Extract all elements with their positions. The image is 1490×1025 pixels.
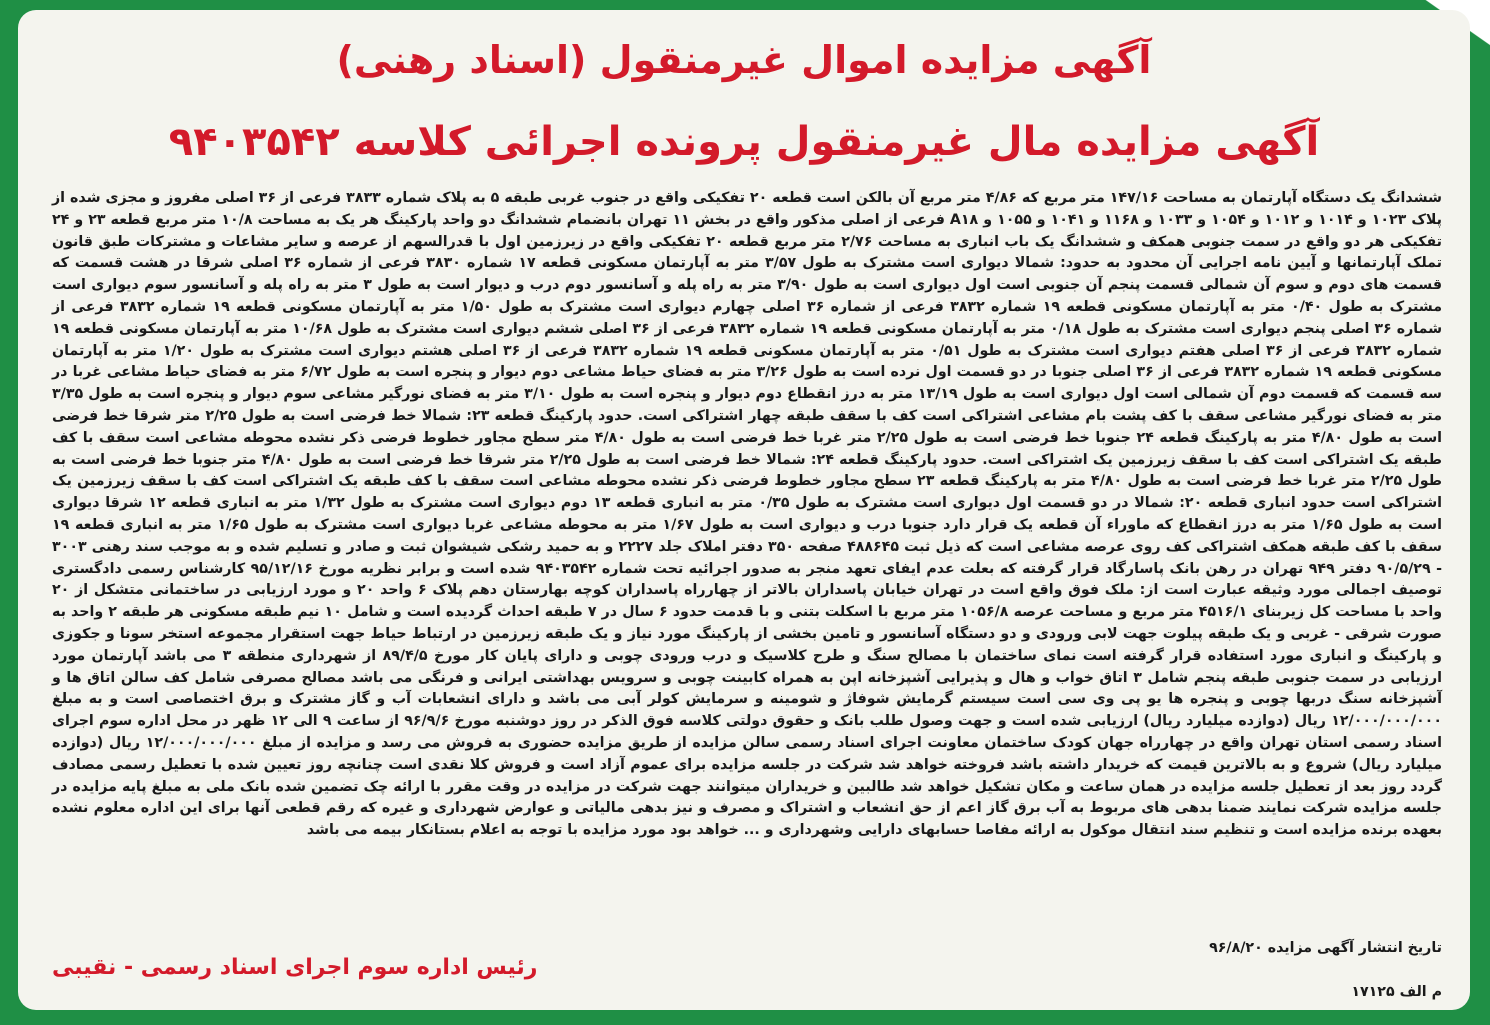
notice-paper — [18, 10, 1470, 1010]
signature-line: رئیس اداره سوم اجرای اسناد رسمی - نقیبی — [52, 955, 538, 980]
notice-subtitle: آگهی مزایده مال غیرمنقول پرونده اجرائی کلاسه ۹۴۰۳۵۴۲ — [168, 119, 1320, 165]
publish-date: تاریخ انتشار آگهی مزایده ۹۶/۸/۲۰ — [1209, 940, 1442, 956]
notice-main-title: آگهی مزایده اموال غیرمنقول (اسناد رهنی) — [336, 38, 1152, 82]
reference-number: م الف ۱۷۱۲۵ — [1351, 984, 1442, 1000]
notice-body-text: ششدانگ یک دستگاه آپارتمان به مساحت ۱۴۷/۱۶ متر مربع که ۴/۸۶ متر مربع آن بالکن است قطعه ۲۰ تفکیکی واقع در جنوب غربی طبقه ۵ به پلاک شماره ۳۸۳۳ فرعی از ۳۶ اصلی مفروز و مجزی شده از پلاک ۱۰۲۳ و ۱۰۱۴ و ۱۰۱۲ و ۱۰۵۴ و ۱۰۳۳ و ۱۱۶۸ و ۱۰۴۱ و ۱۰۵۵ و A۱۸ فرعی از اصلی مذکور واقع در بخش ۱۱ تهران بانضمام ششدانگ دو واحد پارکینگ هر یک به مساحت ۱۰/۸ متر مربع قطعه ۲۳ و ۲۴ تفکیکی هر دو واقع در سمت جنوبی همکف و ششدانگ یک باب انباری به مساحت ۲/۷۶ متر مربع قطعه ۲۰ تفکیکی واقع در زیرزمین اول با قدرالسهم از عرصه و سایر مشاعات و مشترکات طبق قانون تملک آپارتمانها و آیین نامه اجرایی آن محدود به حدود: شمالا دیواری است مشترک به طول ۳/۵۷ متر به آپارتمان مسکونی قطعه ۱۷ شماره ۳۸۳۰ فرعی از شماره ۳۶ اصلی شرقا در هشت قسمت که قسمت های دوم و سوم آن شمالی قسمت پنجم آن جنوبی است اول دیواری است به طول ۳/۹۰ متر به راه پله و آسانسور دوم درب و دیوار است به طول ۳ متر به راه پله و آسانسور سوم دیواری است مشترک به طول ۰/۴۰ متر به آپارتمان مسکونی قطعه ۱۹ شماره ۳۸۳۲ فرعی از شماره ۳۶ اصلی چهارم دیواری است مشترک به طول ۱/۵۰ متر به آپارتمان مسکونی قطعه ۱۹ شماره ۳۸۳۲ فرعی از شماره ۳۶ اصلی پنجم دیواری است مشترک به طول ۰/۱۸ متر به آپارتمان مسکونی قطعه ۱۹ شماره ۳۸۳۲ فرعی از ۳۶ اصلی ششم دیواری است مشترک به طول ۱۰/۶۸ متر به آپارتمان مسکونی قطعه ۱۹ شماره ۳۸۳۲ فرعی از ۳۶ اصلی هفتم دیواری است مشترک به طول ۰/۵۱ متر به آپارتمان مسکونی قطعه ۱۹ شماره ۳۸۳۲ فرعی از ۳۶ اصلی هشتم دیواری است مشترک به طول ۱/۲۰ متر به آپارتمان مسکونی قطعه ۱۹ شماره ۳۸۳۲ فرعی از ۳۶ اصلی جنوبا در دو قسمت اول نرده است به طول ۳/۲۶ متر به فضای حیاط مشاعی دوم دیوار و پنجره است به طول ۶/۷۲ متر به فضای حیاط مشاعی غربا در سه قسمت که قسمت دوم آن شمالی است اول دیواری است به طول ۱۳/۱۹ متر به درز انقطاع دوم دیوار و پنجره است به طول ۳/۱۰ متر به فضای نورگیر مشاعی سوم دیوار و پنجره است به طول ۳/۳۵ متر به فضای نورگیر مشاعی سقف با کف پشت بام مشاعی اشتراکی است کف با سقف طبقه چهار اشتراکی است. حدود پارکینگ قطعه ۲۳: شمالا خط فرضی است به طول ۲/۲۵ متر شرقا خط فرضی است به طول ۴/۸۰ متر به پارکینگ قطعه ۲۴ جنوبا خط فرضی است به طول ۲/۲۵ متر غربا خط فرضی است به طول ۴/۸۰ متر سطح مجاور خطوط فرضی ذکر نشده محوطه مشاعی است سقف با کف طبقه یک اشتراکی است کف با سقف زیرزمین یک اشتراکی است. حدود پارکینگ قطعه ۲۴: شمالا خط فرضی است به طول ۲/۲۵ متر شرقا خط فرضی است به طول ۴/۸۰ متر جنوبا خط فرضی است به طول ۲/۲۵ متر غربا خط فرضی است به طول ۴/۸۰ متر به پارکینگ قطعه ۲۳ سطح مجاور خطوط فرضی ذکر نشده محوطه مشاعی است سقف با کف طبقه یک اشتراکی است کف با سقف زیرزمین یک اشتراکی است حدود انباری قطعه ۲۰: شمالا در دو قسمت اول دیواری است مشترک به طول ۰/۳۵ متر به انباری قطعه ۱۳ دوم دیواری است مشترک به طول ۱/۳۲ متر به انباری قطعه ۱۲ شرقا دیواری است به طول ۱/۶۵ متر به درز انقطاع که ماوراء آن قطعه یک قرار دارد جنوبا درب و دیواری است به طول ۱/۶۷ متر به محوطه مشاعی غربا دیواری است مشترک به طول ۱/۶۵ متر به انباری قطعه ۱۹ سقف با کف طبقه همکف اشتراکی کف روی عرصه مشاعی است که ذیل ثبت ۴۸۸۶۴۵ صفحه ۳۵۰ دفتر املاک جلد ۲۲۲۷ و به حمید رشکی شیشوان ثبت و صادر و تسلیم شده و به موجب سند رهنی ۳۰۰۳ - ۹۰/۵/۲۹ دفتر ۹۴۹ تهران در رهن بانک پاسارگاد قرار گرفته که بعلت عدم ایفای تعهد منجر به صدور اجرائیه تحت شماره ۹۴۰۳۵۴۲ شده است و برابر نظریه مورخ ۹۵/۱۲/۱۶ کارشناس رسمی دادگستری توصیف اجمالی مورد وثیقه عبارت است از: ملک فوق واقع است در تهران خیابان پاسداران بالاتر از چهارراه پاسداران کوچه بهارستان دهم پلاک ۶ واحد ۲۰ و مورد ارزیابی در ساختمانی متشکل از ۲۰ واحد با مساحت کل زیربنای ۴۵۱۶/۱ متر مربع و مساحت عرصه ۱۰۵۶/۸ متر مربع با اسکلت بتنی و با قدمت حدود ۶ سال در ۷ طبقه احداث گردیده است و شامل ۱۰ نیم طبقه مسکونی هر طبقه ۲ واحد به صورت شرقی - غربی و یک طبقه پیلوت جهت لابی ورودی و دو دستگاه آسانسور و تامین بخشی از پارکینگ مورد نیاز و یک طبقه زیرزمین در ارتباط حیاط جهت استقرار مجموعه استخر سونا و جکوزی و پارکینگ و انباری مورد استفاده قرار گرفته است نمای ساختمان با مصالح سنگ و طرح کلاسیک و درب ورودی چوبی و دارای پایان کار مورخ ۸۹/۴/۵ از شهرداری منطقه ۳ می باشد آپارتمان مورد ارزیابی در سمت جنوبی طبقه پنجم شامل ۳ اتاق خواب و هال و پذیرایی آشپزخانه اپن به همراه کابینت چوبی و سرویس بهداشتی ایرانی و فرنگی می باشد مصالح مصرفی شامل کف سالن اتاق ها و آشپزخانه سنگ دربها چوبی و پنجره ها یو پی وی سی است سیستم گرمایش شوفاژ و شومینه و سرمایش کولر آبی می باشد و دارای انشعابات آب و گاز مشترک و برق اختصاصی است و به مبلغ ۱۲/۰۰۰/۰۰۰/۰۰۰ ریال (دوازده میلیارد ریال) ارزیابی شده است و جهت وصول طلب بانک و حقوق دولتی کلاسه فوق الذکر در روز دوشنبه مورخ ۹۶/۹/۶ از ساعت ۹ الی ۱۲ ظهر در محل اداره سوم اجرای اسناد رسمی استان تهران واقع در چهارراه جهان کودک ساختمان معاونت اجرای اسناد رسمی سالن مزایده از طریق مزایده حضوری به فروش می رسد و مزایده از مبلغ ۱۲/۰۰۰/۰۰۰/۰۰۰ ریال (دوازده میلیارد ریال) شروع و به بالاترین قیمت که خریدار داشته باشد فروخته خواهد شد شرکت در جلسه مزایده برای عموم آزاد است و فروش کلا نقدی است چنانچه روز تعیین شده با تعطیل رسمی مصادف گردد روز بعد از تعطیل جلسه مزایده در همان ساعت و مکان تشکیل خواهد شد طالبین و خریداران میتوانند جهت شرکت در مزایده در وقت مقرر با ارائه چک تضمین شده بانک ملی به مبلغ پایه مزایده در جلسه مزایده شرکت نمایند ضمنا بدهی های مربوط به آب برق گاز اعم از حق انشعاب و اشتراک و مصرف و نیز بدهی مالیاتی و عوارض شهرداری و غیره که رقم قطعی آنها برای این اداره معلوم نشده بعهده برنده مزایده است و تنظیم سند انتقال موکول به ارائه مفاصا حسابهای دارایی وشهرداری و ... خواهد بود مورد مزایده با توجه به اعلام بستانکار بیمه می باشد — [52, 190, 1443, 839]
notice-footer — [52, 938, 1442, 1008]
